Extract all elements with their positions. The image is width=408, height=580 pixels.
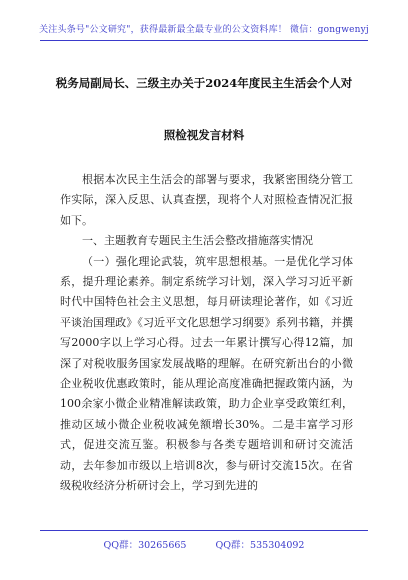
- section-heading: 一、主题教育专题民主生活会整改措施落实情况: [82, 234, 313, 248]
- document-body: [60, 170, 353, 497]
- footer-qq-group-2: QQ群：535304092: [215, 540, 305, 551]
- footer: [0, 537, 408, 551]
- paragraph-theory: （一）强化理论武装，筑牢思想根基。一是优化学习体系，提升理论素养。制定系统学习计划，深入学习习近平新时代中国特色社会主义思想，每月研读理论著作，如《习近平谈治国理政》《习近平文化思想学习纲要》系列书籍，并撰写2000字以上学习心得。过去一年累计撰写心得12篇，加深了对税收服务国家发展战略的理解。在研究新出台的小微企业税收优惠政策时，能从理论高度准确把握政策内涵，为100余家小微企业精准解读政策，助力企业享受政策红利，推动区域小微企业税收减免额增长30%。二是丰富学习形式，促进交流互鉴。积极参与各类专题培训和研讨交流活动，去年参加市级以上培训8次，参与研讨交流15次。在省级税收经济分析研讨会上，学习到先进的: [60, 254, 353, 493]
- header-rule: [40, 40, 368, 41]
- footer-qq-group-1: QQ群：30265665: [103, 540, 187, 551]
- header-banner: 关注头条号"公文研究"，获得最新最全最专业的公文资料库！ 微信：gongwenyj: [39, 25, 369, 35]
- document-title-line-2: 照检视发言材料: [163, 128, 245, 142]
- paragraph-intro: 根据本次民主生活会的部署与要求，我紧密围绕分管工作实际，深入反思、认真查摆，现将个人对照检查情况汇报如下。: [60, 173, 353, 227]
- footer-rule: [40, 530, 368, 531]
- document-title-line-1: 税务局副局长、三级主办关于2024年度民主生活会个人对: [55, 76, 353, 90]
